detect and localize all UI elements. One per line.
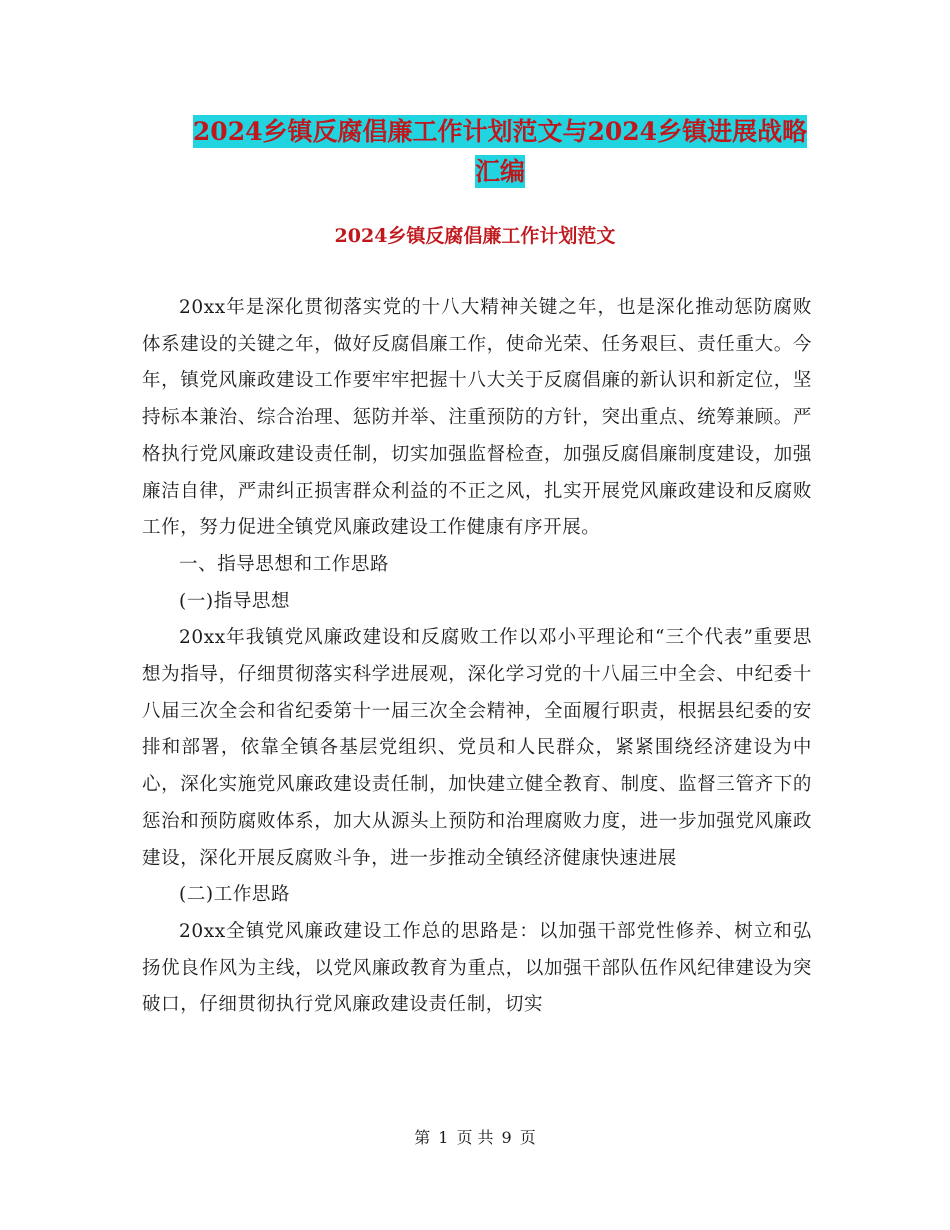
- paragraph-work-approach: 20xx全镇党风廉政建设工作总的思路是：以加强干部党性修养、树立和弘扬优良作风为主线，以党风廉政教育为重点，以加强干部队伍作风纪律建设为突破口，仔细贯彻执行党风廉政建设责任制，切实: [142, 920, 812, 1016]
- paragraph-guiding-ideology: 20xx年我镇党风廉政建设和反腐败工作以邓小平理论和“三个代表”重要思想为指导，仔细贯彻落实科学进展观，深化学习党的十八届三中全会、中纪委十八届三次全会和省纪委第十一届三次全会精神，全面履行职责，根据县纪委的安排和部署，依靠全镇各基层党组织、党员和人民群众，紧紧围绕经济建设为中心，深化实施党风廉政建设责任制，加快建立健全教育、制度、监督三管齐下的惩治和预防腐败体系，加大从源头上预防和治理腐败力度，进一步加强党风廉政建设，深化开展反腐败斗争，进一步推动全镇经济健康快速进展: [142, 627, 812, 869]
- paragraph-intro: 20xx年是深化贯彻落实党的十八大精神关键之年，也是深化推动惩防腐败体系建设的关键之年，做好反腐倡廉工作，使命光荣、任务艰巨、责任重大。今年，镇党风廉政建设工作要牢牢把握十八大关于反腐倡廉的新认识和新定位，坚持标本兼治、综合治理、惩防并举、注重预防的方针，突出重点、统筹兼顾。严格执行党风廉政建设责任制，切实加强监督检查，加强反腐倡廉制度建设，加强廉洁自律，严肃纠正损害群众利益的不正之风，扎实开展党风廉政建设和反腐败工作，努力促进全镇党风廉政建设工作健康有序开展。: [142, 297, 812, 539]
- page-footer: [0, 1125, 950, 1148]
- footer-page-number: 1: [438, 1128, 449, 1147]
- footer-middle: 页 共: [456, 1128, 494, 1147]
- footer-total-pages: 9: [501, 1128, 512, 1147]
- footer-prefix: 第: [414, 1128, 431, 1147]
- heading-guiding-ideology-and-approach: 一、指导思想和工作思路: [179, 553, 390, 575]
- document-title: [140, 112, 860, 192]
- document-title-line2: 汇编: [474, 157, 525, 186]
- subheading-work-approach: (二)工作思路: [179, 884, 291, 906]
- document-body: [142, 290, 812, 1024]
- section-title: 2024乡镇反腐倡廉工作计划范文: [334, 225, 616, 247]
- footer-suffix: 页: [519, 1128, 536, 1147]
- document-title-line1: 2024乡镇反腐倡廉工作计划范文与2024乡镇进展战略: [192, 117, 808, 146]
- subheading-guiding-ideology: (一)指导思想: [179, 590, 291, 612]
